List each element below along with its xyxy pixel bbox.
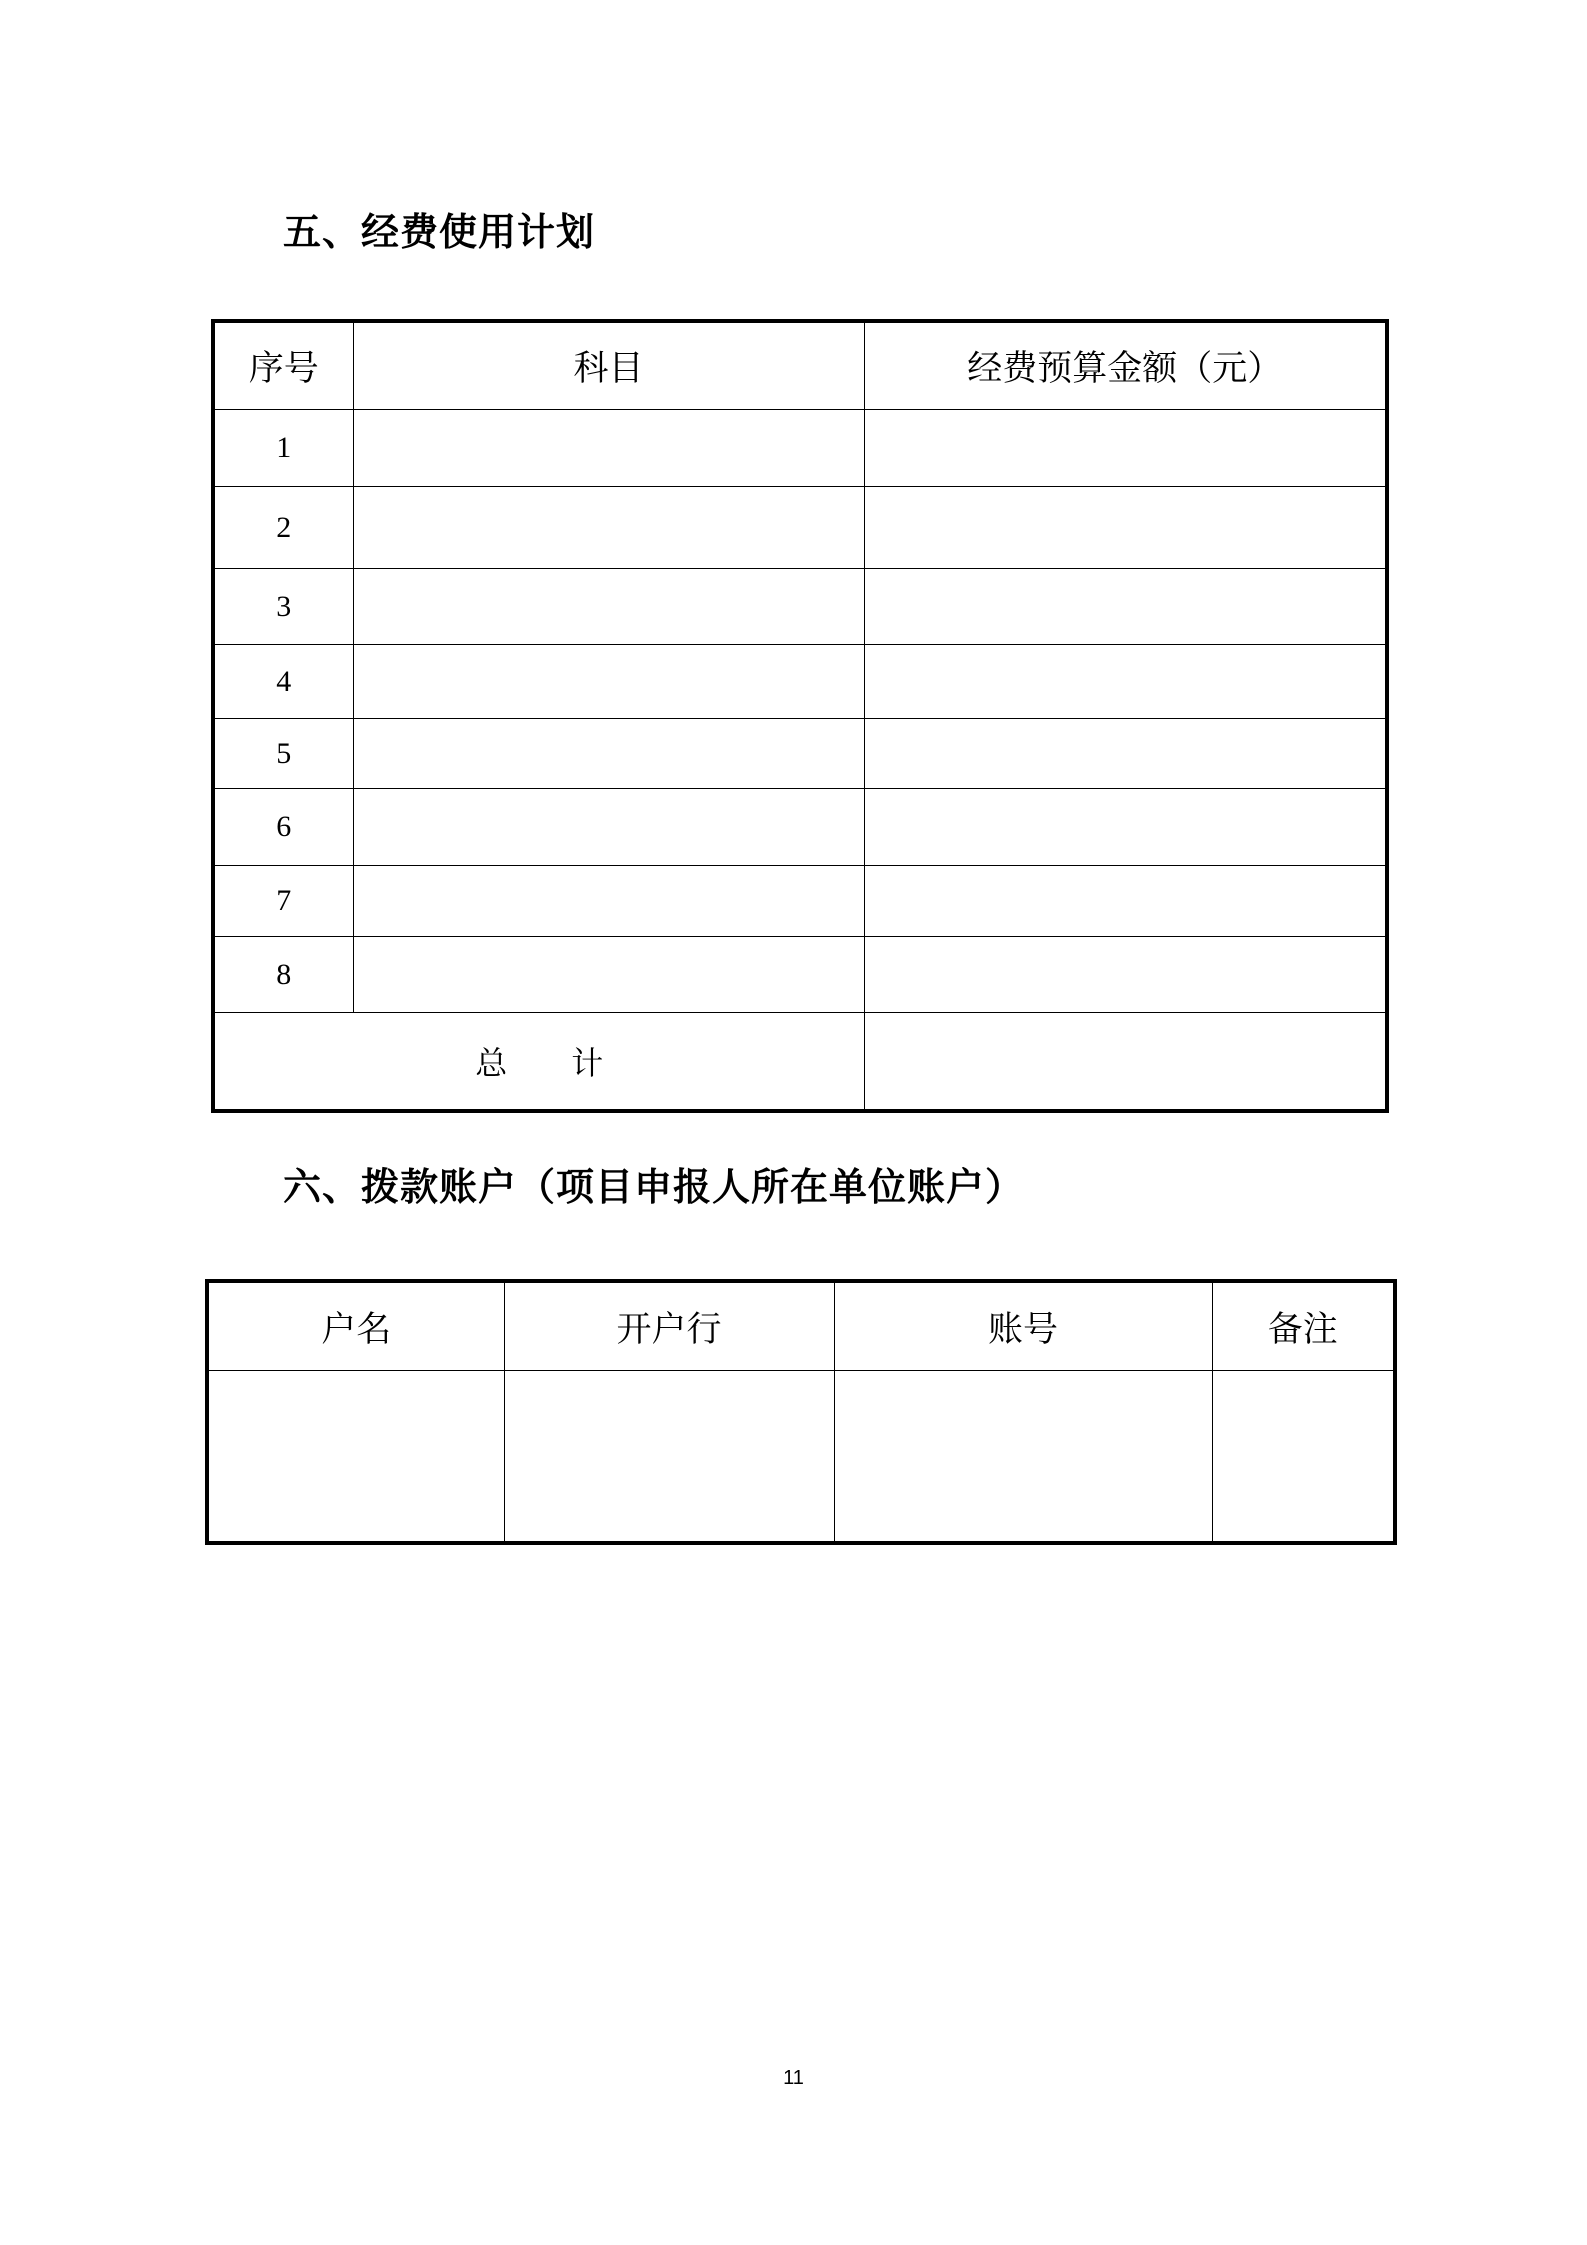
subject-cell[interactable] bbox=[353, 789, 864, 866]
column-header-subject: 科目 bbox=[353, 321, 864, 410]
total-row bbox=[213, 1013, 1387, 1111]
table-row bbox=[213, 569, 1387, 645]
table-row bbox=[213, 866, 1387, 937]
amount-cell[interactable] bbox=[864, 866, 1387, 937]
column-header-budget-amount: 经费预算金额（元） bbox=[864, 321, 1387, 410]
column-header-account-number: 账号 bbox=[834, 1281, 1212, 1371]
table-row bbox=[213, 937, 1387, 1013]
row-number: 2 bbox=[213, 487, 353, 569]
subject-cell[interactable] bbox=[353, 645, 864, 719]
amount-cell[interactable] bbox=[864, 789, 1387, 866]
row-number: 5 bbox=[213, 719, 353, 789]
page-number: 11 bbox=[783, 2067, 804, 2089]
subject-cell[interactable] bbox=[353, 719, 864, 789]
table-row bbox=[213, 410, 1387, 487]
total-amount-cell[interactable] bbox=[864, 1013, 1387, 1111]
amount-cell[interactable] bbox=[864, 937, 1387, 1013]
remarks-cell[interactable] bbox=[1212, 1371, 1395, 1544]
table-row bbox=[213, 645, 1387, 719]
amount-cell[interactable] bbox=[864, 410, 1387, 487]
row-number: 1 bbox=[213, 410, 353, 487]
table-row bbox=[213, 487, 1387, 569]
subject-cell[interactable] bbox=[353, 487, 864, 569]
row-number: 7 bbox=[213, 866, 353, 937]
amount-cell[interactable] bbox=[864, 487, 1387, 569]
amount-cell[interactable] bbox=[864, 719, 1387, 789]
column-header-bank: 开户行 bbox=[504, 1281, 834, 1371]
account-table bbox=[205, 1279, 1397, 1545]
budget-header-row bbox=[213, 321, 1387, 410]
account-number-cell[interactable] bbox=[834, 1371, 1212, 1544]
section-5-title: 五、经费使用计划 bbox=[283, 210, 596, 254]
budget-table bbox=[211, 319, 1389, 1113]
subject-cell[interactable] bbox=[353, 937, 864, 1013]
amount-cell[interactable] bbox=[864, 645, 1387, 719]
subject-cell[interactable] bbox=[353, 410, 864, 487]
column-header-serial: 序号 bbox=[213, 321, 353, 410]
total-label: 总 计 bbox=[213, 1013, 864, 1111]
row-number: 8 bbox=[213, 937, 353, 1013]
column-header-account-name: 户名 bbox=[207, 1281, 504, 1371]
bank-cell[interactable] bbox=[504, 1371, 834, 1544]
account-header-row bbox=[207, 1281, 1395, 1371]
row-number: 6 bbox=[213, 789, 353, 866]
table-row bbox=[207, 1371, 1395, 1544]
row-number: 3 bbox=[213, 569, 353, 645]
table-row bbox=[213, 789, 1387, 866]
amount-cell[interactable] bbox=[864, 569, 1387, 645]
section-6-title: 六、拨款账户（项目申报人所在单位账户） bbox=[283, 1165, 1025, 1209]
table-row bbox=[213, 719, 1387, 789]
row-number: 4 bbox=[213, 645, 353, 719]
subject-cell[interactable] bbox=[353, 866, 864, 937]
account-name-cell[interactable] bbox=[207, 1371, 504, 1544]
column-header-remarks: 备注 bbox=[1212, 1281, 1395, 1371]
subject-cell[interactable] bbox=[353, 569, 864, 645]
